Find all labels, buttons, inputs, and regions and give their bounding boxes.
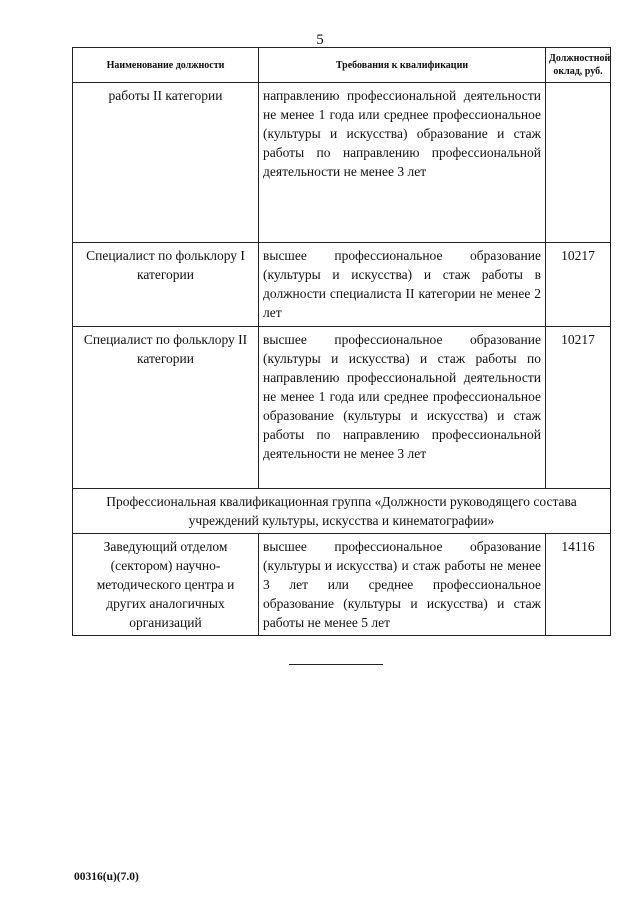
table-row xyxy=(73,83,611,243)
salary-cell: 10217 xyxy=(546,327,611,489)
table-row xyxy=(73,243,611,327)
header-requirements: Требования к квалификации xyxy=(259,48,546,83)
position-cell: Заведующий отделом (сектором) научно-методического центра и других аналогичных организаций xyxy=(73,534,259,636)
table-row xyxy=(73,534,611,636)
salary-cell xyxy=(546,83,611,243)
requirements-cell: высшее профессиональное образование (культуры и искусства) и стаж работы не менее 3 лет или среднее профессиональное образование (культуры и искусства) и стаж работы не менее 5 лет xyxy=(259,534,546,636)
salary-cell: 10217 xyxy=(546,243,611,327)
position-cell: Специалист по фольклору II категории xyxy=(73,327,259,489)
table-row xyxy=(73,327,611,489)
document-code: 00316(u)(7.0) xyxy=(74,871,139,883)
requirements-cell: высшее профессиональное образование (культуры и искусства) и стаж работы в должности специалиста II категории не менее 2 лет xyxy=(259,243,546,327)
header-position: Наименование должности xyxy=(73,48,259,83)
group-title: Профессиональная квалификационная группа «Должности руководящего состава учреждений культуры, искусства и кинематографии» xyxy=(73,489,611,534)
qualification-table xyxy=(72,47,611,636)
table-header-row xyxy=(73,48,611,83)
page-number: 5 xyxy=(316,32,324,48)
group-title-row xyxy=(73,489,611,534)
requirements-cell: высшее профессиональное образование (культуры и искусства) и стаж работы по направлению профессиональной деятельности не менее 1 года или среднее профессиональное образование (культуры и искусства) и стаж работы по направлению профессиональной деятельности не менее 3 лет xyxy=(259,327,546,489)
position-cell: работы II категории xyxy=(73,83,259,243)
end-separator-line xyxy=(289,664,383,665)
position-cell: Специалист по фольклору I категории xyxy=(73,243,259,327)
requirements-cell: направлению профессиональной деятельности не менее 1 года или среднее профессиональное (культуры и искусства) образование и стаж работы по направлению профессиональной деятельности не менее 3 лет xyxy=(259,83,546,243)
header-salary: Должностной оклад, руб. xyxy=(546,48,611,83)
salary-cell: 14116 xyxy=(546,534,611,636)
